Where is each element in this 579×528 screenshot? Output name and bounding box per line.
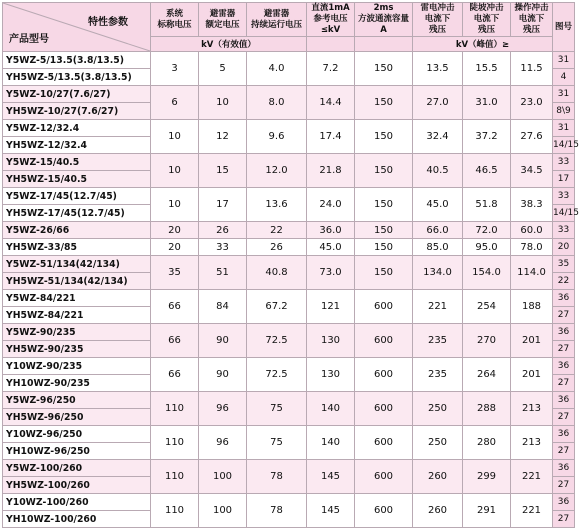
rated-cell: 12 — [199, 120, 247, 154]
table-row — [3, 154, 575, 171]
lightning-cell: 260 — [413, 494, 463, 528]
figure-number-cell: 27 — [553, 375, 575, 392]
switching-cell: 27.6 — [511, 120, 553, 154]
table-row — [3, 120, 575, 137]
table-row — [3, 460, 575, 477]
model-cell: Y5WZ-12/32.4 — [3, 120, 151, 137]
switching-cell: 213 — [511, 426, 553, 460]
header-row — [3, 3, 575, 37]
steep-cell: 288 — [463, 392, 511, 426]
lightning-cell: 221 — [413, 290, 463, 324]
continuous-cell: 22 — [247, 222, 307, 239]
table-row — [3, 358, 575, 375]
table-row — [3, 222, 575, 239]
dc-ref-cell: 45.0 — [307, 239, 355, 256]
steep-cell: 72.0 — [463, 222, 511, 239]
lightning-cell: 250 — [413, 392, 463, 426]
header-system-voltage: 系统 标称电压 — [151, 3, 199, 37]
figure-number-cell: 27 — [553, 307, 575, 324]
system-cell: 10 — [151, 188, 199, 222]
figure-number-cell: 31 — [553, 120, 575, 137]
square-wave-cell: 600 — [355, 392, 413, 426]
square-wave-cell: 150 — [355, 86, 413, 120]
dc-ref-cell: 140 — [307, 426, 355, 460]
figure-number-cell: 33 — [553, 154, 575, 171]
lightning-cell: 32.4 — [413, 120, 463, 154]
model-cell: YH10WZ-100/260 — [3, 511, 151, 528]
table-row — [3, 290, 575, 307]
dc-ref-cell: 14.4 — [307, 86, 355, 120]
model-cell: YH5WZ-33/85 — [3, 239, 151, 256]
model-cell: Y5WZ-96/250 — [3, 392, 151, 409]
square-wave-cell: 150 — [355, 154, 413, 188]
system-cell: 10 — [151, 154, 199, 188]
table-row — [3, 256, 575, 273]
figure-number-cell: 36 — [553, 358, 575, 375]
table-row — [3, 239, 575, 256]
model-cell: Y10WZ-96/250 — [3, 426, 151, 443]
steep-cell: 254 — [463, 290, 511, 324]
switching-cell: 188 — [511, 290, 553, 324]
figure-number-cell: 8\9 — [553, 103, 575, 120]
figure-number-cell: 27 — [553, 443, 575, 460]
system-cell: 66 — [151, 290, 199, 324]
rated-cell: 90 — [199, 358, 247, 392]
header-dc-ref-voltage: 直流1mA 参考电压 ≤kV — [307, 3, 355, 37]
switching-cell: 34.5 — [511, 154, 553, 188]
model-cell: YH10WZ-96/250 — [3, 443, 151, 460]
steep-cell: 291 — [463, 494, 511, 528]
switching-cell: 114.0 — [511, 256, 553, 290]
square-wave-cell: 150 — [355, 222, 413, 239]
lightning-cell: 250 — [413, 426, 463, 460]
figure-number-cell: 17 — [553, 171, 575, 188]
square-wave-cell: 600 — [355, 290, 413, 324]
square-wave-cell: 600 — [355, 426, 413, 460]
rated-cell: 100 — [199, 494, 247, 528]
system-cell: 10 — [151, 120, 199, 154]
header-rated-voltage: 避雷器 额定电压 — [199, 3, 247, 37]
system-cell: 110 — [151, 392, 199, 426]
figure-number-cell: 22 — [553, 273, 575, 290]
rated-cell: 5 — [199, 52, 247, 86]
continuous-cell: 40.8 — [247, 256, 307, 290]
system-cell: 110 — [151, 494, 199, 528]
dc-ref-cell: 24.0 — [307, 188, 355, 222]
square-wave-cell: 600 — [355, 494, 413, 528]
system-cell: 66 — [151, 358, 199, 392]
figure-number-cell: 36 — [553, 494, 575, 511]
square-wave-cell: 600 — [355, 324, 413, 358]
square-wave-cell: 600 — [355, 460, 413, 494]
unit-blank-1 — [307, 37, 355, 52]
steep-cell: 95.0 — [463, 239, 511, 256]
model-cell: Y10WZ-90/235 — [3, 358, 151, 375]
rated-cell: 33 — [199, 239, 247, 256]
lightning-cell: 66.0 — [413, 222, 463, 239]
dc-ref-cell: 145 — [307, 494, 355, 528]
switching-cell: 23.0 — [511, 86, 553, 120]
header-switching-residual: 操作冲击 电流下 残压 — [511, 3, 553, 37]
system-cell: 66 — [151, 324, 199, 358]
square-wave-cell: 150 — [355, 120, 413, 154]
model-cell: YH5WZ-5/13.5(3.8/13.5) — [3, 69, 151, 86]
continuous-cell: 75 — [247, 426, 307, 460]
system-cell: 110 — [151, 460, 199, 494]
unit-blank-2 — [355, 37, 413, 52]
switching-cell: 201 — [511, 324, 553, 358]
rated-cell: 96 — [199, 392, 247, 426]
model-cell: YH5WZ-51/134(42/134) — [3, 273, 151, 290]
lightning-cell: 45.0 — [413, 188, 463, 222]
spec-table — [2, 2, 579, 528]
figure-number-cell: 33 — [553, 222, 575, 239]
table-row — [3, 86, 575, 103]
model-cell: YH5WZ-17/45(12.7/45) — [3, 205, 151, 222]
figure-number-cell: 14/15 — [553, 205, 575, 222]
unit-peak: kV（峰值）≥ — [413, 37, 553, 52]
model-cell: Y5WZ-15/40.5 — [3, 154, 151, 171]
square-wave-cell: 150 — [355, 256, 413, 290]
square-wave-cell: 150 — [355, 52, 413, 86]
steep-cell: 264 — [463, 358, 511, 392]
header-continuous-voltage: 避雷器 持续运行电压 — [247, 3, 307, 37]
model-cell: Y5WZ-90/235 — [3, 324, 151, 341]
table-row — [3, 494, 575, 511]
rated-cell: 15 — [199, 154, 247, 188]
steep-cell: 154.0 — [463, 256, 511, 290]
dc-ref-cell: 121 — [307, 290, 355, 324]
product-model-label: 产品型号 — [9, 34, 49, 45]
switching-cell: 60.0 — [511, 222, 553, 239]
steep-cell: 51.8 — [463, 188, 511, 222]
model-cell: Y10WZ-100/260 — [3, 494, 151, 511]
dc-ref-cell: 140 — [307, 392, 355, 426]
continuous-cell: 9.6 — [247, 120, 307, 154]
lightning-cell: 13.5 — [413, 52, 463, 86]
steep-cell: 46.5 — [463, 154, 511, 188]
table-row — [3, 426, 575, 443]
model-cell: YH5WZ-10/27(7.6/27) — [3, 103, 151, 120]
system-cell: 110 — [151, 426, 199, 460]
lightning-cell: 235 — [413, 324, 463, 358]
switching-cell: 38.3 — [511, 188, 553, 222]
continuous-cell: 4.0 — [247, 52, 307, 86]
model-cell: Y5WZ-10/27(7.6/27) — [3, 86, 151, 103]
figure-number-cell: 35 — [553, 256, 575, 273]
dc-ref-cell: 130 — [307, 358, 355, 392]
dc-ref-cell: 7.2 — [307, 52, 355, 86]
model-cell: Y5WZ-17/45(12.7/45) — [3, 188, 151, 205]
lightning-cell: 260 — [413, 460, 463, 494]
model-cell: YH5WZ-12/32.4 — [3, 137, 151, 154]
model-cell: Y5WZ-26/66 — [3, 222, 151, 239]
figure-number-cell: 4 — [553, 69, 575, 86]
table-row — [3, 188, 575, 205]
system-cell: 3 — [151, 52, 199, 86]
unit-rms: kV（有效值） — [151, 37, 307, 52]
switching-cell: 11.5 — [511, 52, 553, 86]
square-wave-cell: 150 — [355, 188, 413, 222]
model-cell: YH5WZ-100/260 — [3, 477, 151, 494]
continuous-cell: 67.2 — [247, 290, 307, 324]
rated-cell: 96 — [199, 426, 247, 460]
square-wave-cell: 600 — [355, 358, 413, 392]
figure-number-cell: 36 — [553, 290, 575, 307]
lightning-cell: 27.0 — [413, 86, 463, 120]
system-cell: 35 — [151, 256, 199, 290]
system-cell: 20 — [151, 222, 199, 239]
figure-number-cell: 27 — [553, 511, 575, 528]
model-cell: YH5WZ-84/221 — [3, 307, 151, 324]
steep-cell: 37.2 — [463, 120, 511, 154]
lightning-cell: 134.0 — [413, 256, 463, 290]
steep-cell: 280 — [463, 426, 511, 460]
rated-cell: 84 — [199, 290, 247, 324]
model-cell: YH5WZ-90/235 — [3, 341, 151, 358]
model-cell: Y5WZ-84/221 — [3, 290, 151, 307]
dc-ref-cell: 73.0 — [307, 256, 355, 290]
model-cell: YH10WZ-90/235 — [3, 375, 151, 392]
figure-number-cell: 31 — [553, 52, 575, 69]
rated-cell: 90 — [199, 324, 247, 358]
header-lightning-residual: 雷电冲击 电流下 残压 — [413, 3, 463, 37]
figure-number-cell: 31 — [553, 86, 575, 103]
square-wave-cell: 150 — [355, 239, 413, 256]
table-row — [3, 392, 575, 409]
figure-number-cell: 36 — [553, 324, 575, 341]
system-cell: 20 — [151, 239, 199, 256]
figure-number-cell: 27 — [553, 409, 575, 426]
continuous-cell: 26 — [247, 239, 307, 256]
switching-cell: 213 — [511, 392, 553, 426]
figure-number-cell: 36 — [553, 460, 575, 477]
dc-ref-cell: 17.4 — [307, 120, 355, 154]
continuous-cell: 75 — [247, 392, 307, 426]
continuous-cell: 8.0 — [247, 86, 307, 120]
model-cell: Y5WZ-51/134(42/134) — [3, 256, 151, 273]
model-cell: YH5WZ-15/40.5 — [3, 171, 151, 188]
spec-body — [3, 3, 579, 528]
figure-number-cell: 14/15 — [553, 137, 575, 154]
rated-cell: 51 — [199, 256, 247, 290]
continuous-cell: 13.6 — [247, 188, 307, 222]
header-steep-residual: 陡坡冲击 电流下 残压 — [463, 3, 511, 37]
steep-cell: 299 — [463, 460, 511, 494]
figure-number-cell: 33 — [553, 188, 575, 205]
lightning-cell: 40.5 — [413, 154, 463, 188]
header-figure: 图号 — [553, 3, 575, 52]
continuous-cell: 78 — [247, 494, 307, 528]
dc-ref-cell: 36.0 — [307, 222, 355, 239]
figure-number-cell: 27 — [553, 341, 575, 358]
figure-number-cell: 27 — [553, 477, 575, 494]
figure-number-cell: 20 — [553, 239, 575, 256]
figure-number-cell: 36 — [553, 392, 575, 409]
lightning-cell: 85.0 — [413, 239, 463, 256]
header-square-wave: 2ms 方波通流容量 A — [355, 3, 413, 37]
switching-cell: 221 — [511, 494, 553, 528]
corner-header — [3, 3, 151, 52]
continuous-cell: 12.0 — [247, 154, 307, 188]
rated-cell: 100 — [199, 460, 247, 494]
steep-cell: 31.0 — [463, 86, 511, 120]
model-cell: Y5WZ-100/260 — [3, 460, 151, 477]
dc-ref-cell: 130 — [307, 324, 355, 358]
model-cell: Y5WZ-5/13.5(3.8/13.5) — [3, 52, 151, 69]
rated-cell: 26 — [199, 222, 247, 239]
continuous-cell: 72.5 — [247, 358, 307, 392]
continuous-cell: 78 — [247, 460, 307, 494]
table-row — [3, 52, 575, 69]
dc-ref-cell: 145 — [307, 460, 355, 494]
spec-params-label: 特性参数 — [88, 17, 128, 28]
steep-cell: 270 — [463, 324, 511, 358]
dc-ref-cell: 21.8 — [307, 154, 355, 188]
figure-number-cell: 36 — [553, 426, 575, 443]
table-row — [3, 324, 575, 341]
system-cell: 6 — [151, 86, 199, 120]
switching-cell: 221 — [511, 460, 553, 494]
steep-cell: 15.5 — [463, 52, 511, 86]
rated-cell: 10 — [199, 86, 247, 120]
lightning-cell: 235 — [413, 358, 463, 392]
continuous-cell: 72.5 — [247, 324, 307, 358]
switching-cell: 78.0 — [511, 239, 553, 256]
switching-cell: 201 — [511, 358, 553, 392]
rated-cell: 17 — [199, 188, 247, 222]
model-cell: YH5WZ-96/250 — [3, 409, 151, 426]
